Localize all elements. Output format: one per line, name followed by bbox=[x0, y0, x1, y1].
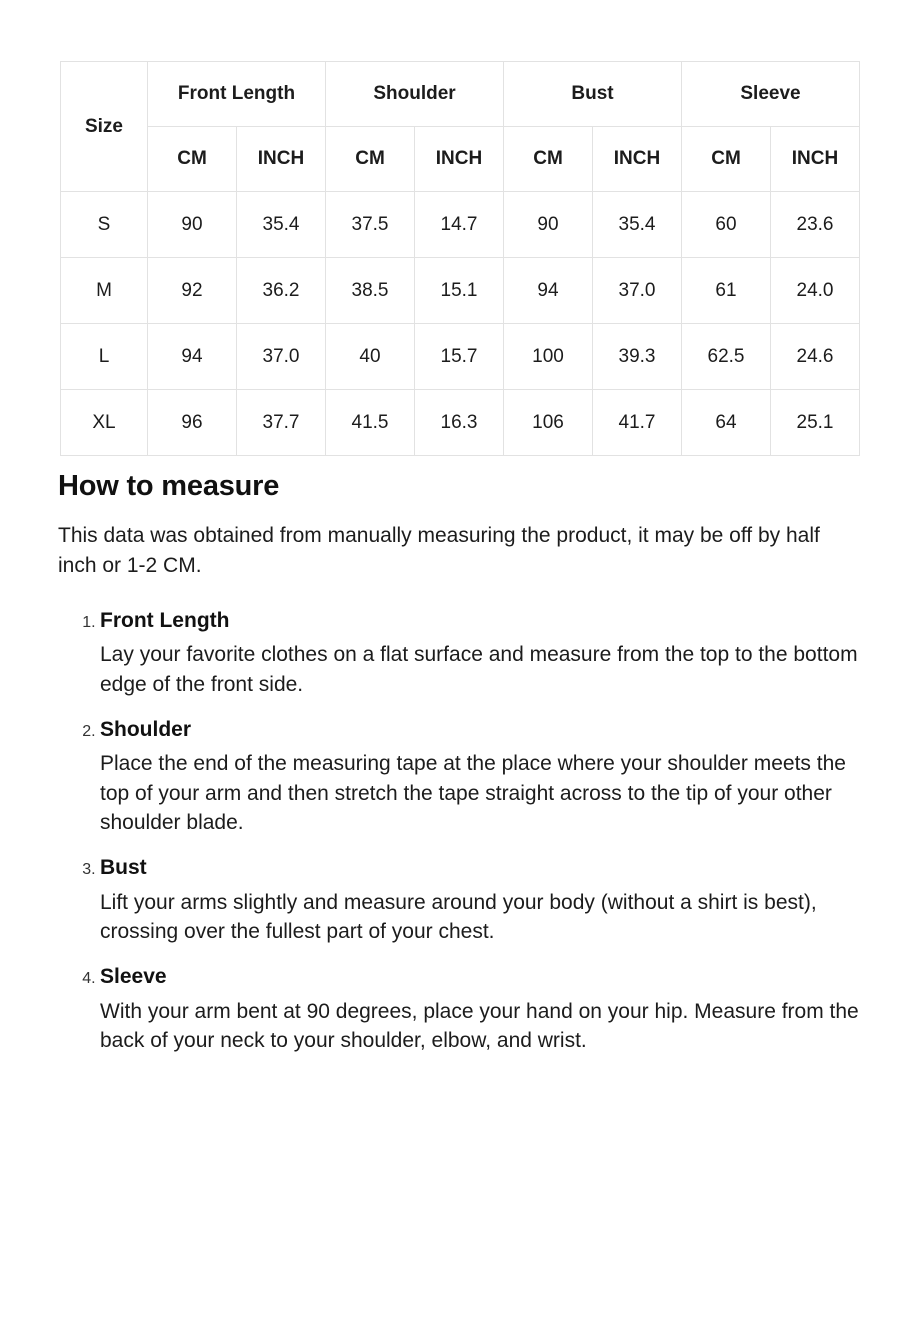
size-chart-body bbox=[61, 192, 860, 456]
list-item bbox=[100, 854, 863, 947]
cell-front-length-cm: 90 bbox=[148, 192, 237, 258]
cell-front-length-cm: 96 bbox=[148, 390, 237, 456]
how-to-measure-section bbox=[58, 470, 863, 1072]
table-row bbox=[61, 258, 860, 324]
cell-front-length-cm: 94 bbox=[148, 324, 237, 390]
cell-bust-cm: 100 bbox=[504, 324, 593, 390]
step-title: 4. Sleeve bbox=[100, 965, 167, 989]
cell-shoulder-inch: 15.1 bbox=[415, 258, 504, 324]
cell-shoulder-cm: 41.5 bbox=[326, 390, 415, 456]
cell-bust-inch: 37.0 bbox=[593, 258, 682, 324]
size-chart-header bbox=[61, 62, 860, 192]
cell-front-length-inch: 35.4 bbox=[237, 192, 326, 258]
cell-shoulder-cm: 38.5 bbox=[326, 258, 415, 324]
step-title: 3. Bust bbox=[100, 856, 147, 880]
header-unit-shoulder-cm: CM bbox=[326, 127, 415, 192]
cell-shoulder-cm: 40 bbox=[326, 324, 415, 390]
cell-front-length-inch: 36.2 bbox=[237, 258, 326, 324]
cell-size: M bbox=[61, 258, 148, 324]
cell-sleeve-inch: 24.6 bbox=[771, 324, 860, 390]
cell-bust-cm: 106 bbox=[504, 390, 593, 456]
cell-sleeve-inch: 25.1 bbox=[771, 390, 860, 456]
step-body: Lay your favorite clothes on a flat surface and measure from the top to the bottom edge of the front side. bbox=[100, 642, 858, 696]
step-body: Place the end of the measuring tape at the place where your shoulder meets the top of your arm and then stretch the tape straight across to the tip of your other shoulder blade. bbox=[100, 751, 846, 835]
header-unit-sleeve-cm: CM bbox=[682, 127, 771, 192]
size-chart-table bbox=[60, 61, 860, 456]
table-row bbox=[61, 192, 860, 258]
header-unit-front-length-inch: INCH bbox=[237, 127, 326, 192]
measure-steps-list bbox=[58, 607, 863, 1057]
header-group-shoulder: Shoulder bbox=[326, 62, 504, 127]
cell-sleeve-inch: 24.0 bbox=[771, 258, 860, 324]
list-item bbox=[100, 963, 863, 1056]
step-title: 2. Shoulder bbox=[100, 717, 192, 741]
cell-front-length-inch: 37.0 bbox=[237, 324, 326, 390]
cell-front-length-inch: 37.7 bbox=[237, 390, 326, 456]
list-item bbox=[100, 607, 863, 700]
cell-shoulder-cm: 37.5 bbox=[326, 192, 415, 258]
cell-sleeve-cm: 64 bbox=[682, 390, 771, 456]
cell-bust-inch: 41.7 bbox=[593, 390, 682, 456]
header-size: Size bbox=[61, 62, 148, 192]
cell-sleeve-inch: 23.6 bbox=[771, 192, 860, 258]
header-unit-front-length-cm: CM bbox=[148, 127, 237, 192]
cell-shoulder-inch: 15.7 bbox=[415, 324, 504, 390]
cell-size: XL bbox=[61, 390, 148, 456]
header-group-front-length: Front Length bbox=[148, 62, 326, 127]
header-unit-sleeve-inch: INCH bbox=[771, 127, 860, 192]
header-unit-bust-inch: INCH bbox=[593, 127, 682, 192]
cell-bust-cm: 94 bbox=[504, 258, 593, 324]
cell-bust-cm: 90 bbox=[504, 192, 593, 258]
step-body: With your arm bent at 90 degrees, place your hand on your hip. Measure from the back of your neck to your shoulder, elbow, and wrist. bbox=[100, 999, 859, 1053]
table-header-row-groups bbox=[61, 62, 860, 127]
cell-sleeve-cm: 61 bbox=[682, 258, 771, 324]
cell-size: L bbox=[61, 324, 148, 390]
table-row bbox=[61, 324, 860, 390]
cell-shoulder-inch: 14.7 bbox=[415, 192, 504, 258]
table-row bbox=[61, 390, 860, 456]
step-body: Lift your arms slightly and measure around your body (without a shirt is best), crossing over the fullest part of your chest. bbox=[100, 890, 817, 944]
header-unit-bust-cm: CM bbox=[504, 127, 593, 192]
cell-sleeve-cm: 60 bbox=[682, 192, 771, 258]
header-unit-shoulder-inch: INCH bbox=[415, 127, 504, 192]
step-title: 1. Front Length bbox=[100, 608, 230, 632]
header-group-sleeve: Sleeve bbox=[682, 62, 860, 127]
cell-bust-inch: 39.3 bbox=[593, 324, 682, 390]
cell-shoulder-inch: 16.3 bbox=[415, 390, 504, 456]
cell-size: S bbox=[61, 192, 148, 258]
cell-bust-inch: 35.4 bbox=[593, 192, 682, 258]
header-group-bust: Bust bbox=[504, 62, 682, 127]
page-title: How to measure bbox=[58, 470, 280, 502]
cell-front-length-cm: 92 bbox=[148, 258, 237, 324]
table-header-row-units bbox=[61, 127, 860, 192]
list-item bbox=[100, 716, 863, 839]
intro-paragraph: This data was obtained from manually measuring the product, it may be off by half inch or 1-2 CM. bbox=[58, 524, 820, 577]
size-chart-container bbox=[60, 61, 860, 456]
cell-sleeve-cm: 62.5 bbox=[682, 324, 771, 390]
